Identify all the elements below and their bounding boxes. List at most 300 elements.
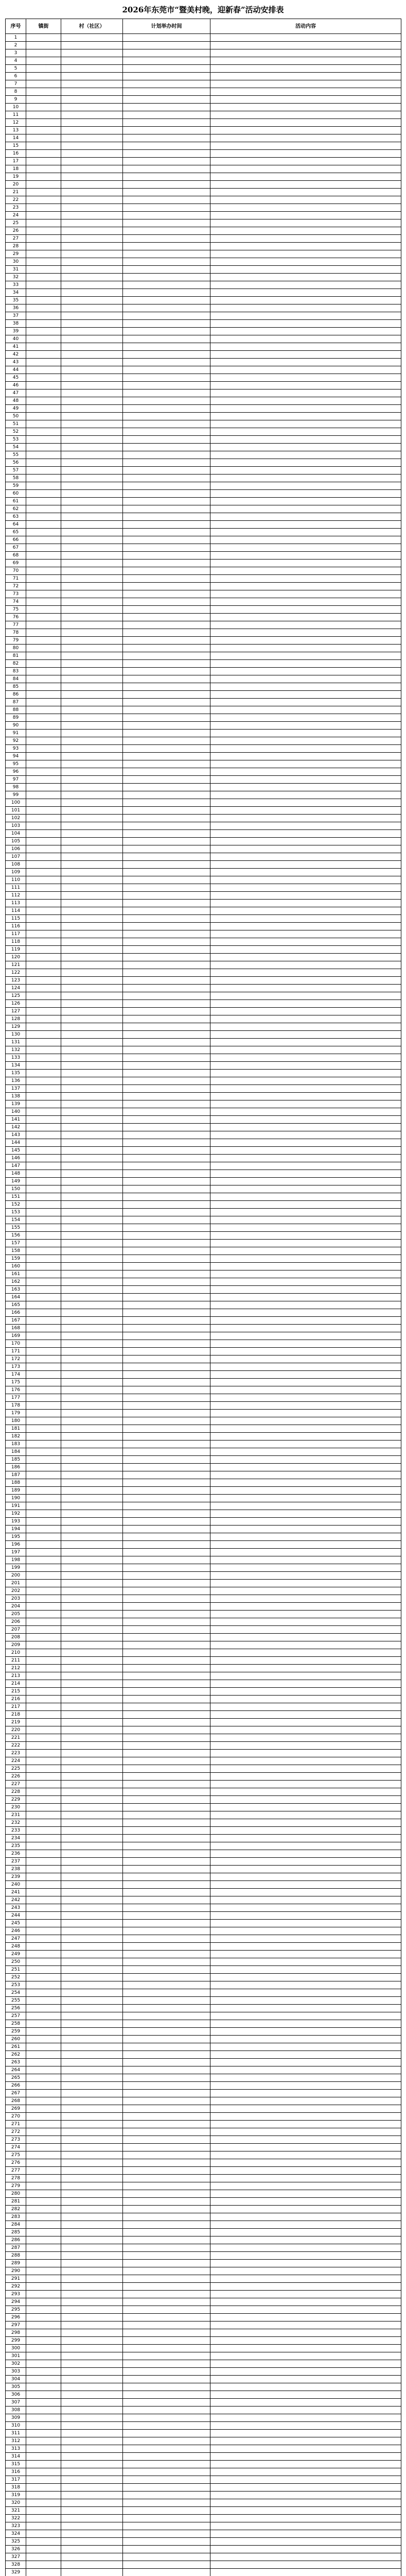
table-cell [26,1178,61,1185]
table-row [6,2321,401,2329]
table-cell [123,1696,210,1703]
table-cell [61,590,123,598]
table-cell [123,436,210,444]
table-cell [123,900,210,907]
table-row [6,2159,401,2167]
table-cell [61,2422,123,2430]
table-cell [26,1634,61,1641]
table-cell [210,938,401,946]
table-row [6,1471,401,1479]
table-cell [26,2020,61,2028]
table-row [6,1989,401,1997]
table-cell [210,312,401,320]
table-cell [61,482,123,490]
table-cell [61,1510,123,1518]
table-cell [61,1039,123,1046]
table-cell [123,250,210,258]
table-cell [123,42,210,49]
table-cell [210,954,401,961]
table-cell [61,838,123,845]
table-row [6,2136,401,2144]
table-cell [26,2445,61,2453]
table-cell [123,876,210,884]
table-row [6,629,401,637]
table-row [6,1618,401,1626]
table-cell [210,88,401,96]
table-row [6,807,401,815]
table-cell: 324 [6,2530,26,2538]
table-cell [210,2445,401,2453]
table-cell: 26 [6,227,26,235]
table-cell [123,219,210,227]
table-cell: 325 [6,2538,26,2546]
table-cell [26,2391,61,2399]
table-cell: 186 [6,1464,26,1471]
table-cell [26,838,61,845]
table-row [6,1093,401,1100]
table-cell [26,2430,61,2437]
table-cell [210,474,401,482]
table-cell [26,2406,61,2414]
table-cell [123,2546,210,2553]
table-cell [123,544,210,552]
table-cell [26,1448,61,1456]
table-cell: 54 [6,444,26,451]
table-cell [210,1139,401,1147]
table-cell: 117 [6,930,26,938]
table-cell [26,2151,61,2159]
table-cell: 231 [6,1811,26,1819]
table-row [6,1726,401,1734]
table-cell [61,1827,123,1835]
table-cell [123,212,210,219]
table-cell [210,165,401,173]
table-cell [26,2159,61,2167]
table-cell [26,413,61,420]
table-cell [123,552,210,560]
table-row [6,2206,401,2213]
table-cell: 263 [6,2059,26,2066]
table-cell [26,2236,61,2244]
table-cell [210,181,401,189]
table-cell [61,1070,123,1077]
table-cell [123,1835,210,1842]
table-cell [26,150,61,158]
table-cell [61,1232,123,1240]
table-cell: 294 [6,2298,26,2306]
table-cell [210,436,401,444]
table-cell [61,2399,123,2406]
table-cell [123,2213,210,2221]
table-cell [61,366,123,374]
table-cell [26,2437,61,2445]
table-row [6,2144,401,2151]
table-cell [210,2314,401,2321]
table-cell [26,1796,61,1804]
table-cell [26,258,61,266]
table-cell: 276 [6,2159,26,2167]
table-cell [210,1680,401,1688]
table-row [6,2291,401,2298]
table-cell [123,111,210,119]
table-cell [26,119,61,127]
table-cell [61,822,123,830]
table-cell [26,1108,61,1116]
table-cell [26,1889,61,1896]
table-cell [61,1726,123,1734]
table-cell [210,2213,401,2221]
table-cell: 157 [6,1240,26,1247]
table-cell [123,1216,210,1224]
table-cell [26,1410,61,1417]
table-cell [123,1703,210,1711]
table-cell [123,258,210,266]
table-cell: 285 [6,2229,26,2236]
table-cell [210,2221,401,2229]
table-cell [210,328,401,335]
table-cell [123,2136,210,2144]
table-cell [123,1618,210,1626]
table-cell [26,691,61,699]
table-cell [210,575,401,583]
table-cell [210,2561,401,2569]
table-cell [123,1124,210,1131]
table-row [6,1734,401,1742]
table-cell: 306 [6,2391,26,2399]
table-cell [210,150,401,158]
table-cell [26,1495,61,1502]
table-cell [26,181,61,189]
table-row [6,2175,401,2182]
table-cell: 245 [6,1920,26,1927]
table-cell [210,1819,401,1827]
table-row [6,2283,401,2291]
table-cell [210,2175,401,2182]
table-cell: 131 [6,1039,26,1046]
table-cell [26,845,61,853]
table-row [6,366,401,374]
table-cell [123,1935,210,1943]
table-cell [26,1974,61,1981]
table-row [6,1100,401,1108]
table-cell [26,1325,61,1332]
table-cell [26,1518,61,1526]
table-cell [210,1688,401,1696]
table-cell [210,1232,401,1240]
table-cell [123,1185,210,1193]
table-row [6,1866,401,1873]
table-cell [123,1541,210,1549]
table-cell [26,730,61,737]
table-cell [210,1410,401,1417]
table-cell [26,389,61,397]
table-cell [61,1077,123,1085]
table-cell [61,1379,123,1386]
table-cell [123,413,210,420]
table-cell [210,158,401,165]
table-cell [210,189,401,196]
table-cell [210,1332,401,1340]
table-row [6,498,401,505]
table-cell [123,2306,210,2314]
table-cell [210,1170,401,1178]
table-cell [61,2221,123,2229]
table-cell: 99 [6,791,26,799]
table-cell: 319 [6,2492,26,2499]
table-cell [210,1641,401,1649]
table-cell [26,1147,61,1155]
table-cell [26,1943,61,1951]
table-cell [123,2406,210,2414]
table-cell [123,660,210,668]
table-cell [61,1046,123,1054]
table-row [6,428,401,436]
table-cell [210,1866,401,1873]
table-cell [61,1278,123,1286]
table-cell [210,2275,401,2283]
table-cell [61,490,123,498]
table-cell [210,2074,401,2082]
table-cell: 247 [6,1935,26,1943]
table-cell [26,1811,61,1819]
table-cell: 133 [6,1054,26,1062]
table-cell: 237 [6,1858,26,1866]
table-cell [26,1394,61,1402]
table-row [6,73,401,80]
table-cell [210,1564,401,1572]
table-cell [26,1904,61,1912]
table-cell [123,142,210,150]
table-cell [123,1255,210,1263]
table-cell [26,1417,61,1425]
table-row [6,2236,401,2244]
table-cell [61,34,123,42]
table-row [6,1185,401,1193]
table-cell [26,1209,61,1216]
table-cell [123,459,210,467]
table-cell [123,2368,210,2376]
table-cell [123,1363,210,1371]
table-row [6,2198,401,2206]
table-cell [61,1479,123,1487]
table-cell [61,420,123,428]
table-cell [210,1842,401,1850]
table-cell [210,297,401,304]
table-cell [123,1665,210,1672]
table-cell [26,2345,61,2352]
table-cell [123,80,210,88]
table-cell [123,1317,210,1325]
table-cell [210,1440,401,1448]
table-cell [26,1997,61,2005]
table-cell [123,2291,210,2298]
table-cell: 3 [6,49,26,57]
table-row [6,1819,401,1827]
table-cell: 297 [6,2321,26,2329]
table-cell [61,668,123,675]
table-cell: 321 [6,2507,26,2515]
table-cell [61,250,123,258]
table-row [6,111,401,119]
table-row [6,2105,401,2113]
table-cell: 305 [6,2383,26,2391]
table-cell [61,861,123,869]
table-cell [26,2097,61,2105]
table-cell [61,328,123,335]
table-cell [123,737,210,745]
table-row [6,869,401,876]
table-cell [26,544,61,552]
table-cell [123,1796,210,1804]
table-cell [210,915,401,923]
table-cell [61,1688,123,1696]
table-cell [210,1989,401,1997]
table-cell: 94 [6,753,26,760]
table-cell [61,1881,123,1889]
table-cell [61,1804,123,1811]
table-cell [26,1533,61,1541]
table-cell [210,1726,401,1734]
table-cell: 141 [6,1116,26,1124]
table-cell [123,366,210,374]
table-cell [26,2461,61,2468]
table-cell [26,467,61,474]
table-cell [61,2430,123,2437]
table-cell: 10 [6,104,26,111]
table-cell [210,768,401,776]
table-row [6,652,401,660]
table-cell [210,1394,401,1402]
table-cell [210,2437,401,2445]
table-cell [61,2337,123,2345]
table-cell [61,536,123,544]
table-cell [61,1317,123,1325]
table-cell [61,165,123,173]
table-row [6,621,401,629]
table-row [6,1147,401,1155]
table-cell [123,204,210,212]
table-cell [61,1294,123,1301]
table-cell [26,297,61,304]
table-cell [210,2151,401,2159]
table-row [6,590,401,598]
table-cell: 88 [6,706,26,714]
table-cell [26,1804,61,1811]
table-cell [123,2283,210,2291]
table-cell: 53 [6,436,26,444]
table-cell [123,2229,210,2236]
table-cell [61,467,123,474]
table-cell [210,838,401,845]
table-cell: 39 [6,328,26,335]
table-cell [123,2399,210,2406]
table-cell [123,722,210,730]
table-cell [123,2414,210,2422]
table-cell [210,2329,401,2337]
table-cell [26,784,61,791]
table-cell [210,2059,401,2066]
table-row [6,1781,401,1788]
table-cell [61,1626,123,1634]
table-cell [123,1711,210,1719]
table-cell [123,1533,210,1541]
table-cell: 35 [6,297,26,304]
table-cell: 252 [6,1974,26,1981]
table-cell [123,2352,210,2360]
table-cell: 135 [6,1070,26,1077]
table-cell [26,1920,61,1927]
table-cell: 86 [6,691,26,699]
table-cell [210,907,401,915]
table-cell [61,2267,123,2275]
table-cell [210,289,401,297]
table-cell: 46 [6,382,26,389]
table-row [6,1943,401,1951]
table-cell [61,907,123,915]
table-cell: 182 [6,1433,26,1440]
table-cell [210,2206,401,2213]
table-row [6,2113,401,2121]
table-cell [210,1981,401,1989]
table-cell [123,645,210,652]
table-cell [26,2306,61,2314]
table-cell [123,2244,210,2252]
table-cell [123,119,210,127]
table-cell: 273 [6,2136,26,2144]
table-row [6,745,401,753]
table-cell [123,343,210,351]
table-row [6,328,401,335]
table-row [6,1448,401,1456]
table-row [6,250,401,258]
table-cell [210,1124,401,1131]
table-row [6,946,401,954]
table-cell: 73 [6,590,26,598]
table-cell [210,134,401,142]
table-cell [123,969,210,977]
table-cell [61,196,123,204]
table-cell [123,1873,210,1881]
table-cell [210,1379,401,1386]
table-cell: 291 [6,2275,26,2283]
table-row [6,467,401,474]
table-cell [61,1773,123,1781]
table-cell: 107 [6,853,26,861]
table-cell [61,1842,123,1850]
table-cell [123,289,210,297]
table-cell [26,444,61,451]
table-row [6,2453,401,2461]
table-cell [26,1201,61,1209]
table-cell [210,1788,401,1796]
page-title: 2026年东莞市“暨美村晚，迎新春”活动安排表 [122,5,284,14]
table-row [6,34,401,42]
table-cell: 167 [6,1317,26,1325]
table-cell [26,1139,61,1147]
table-row [6,2522,401,2530]
table-row [6,2437,401,2445]
table-cell [210,119,401,127]
table-cell [26,1278,61,1286]
table-cell [61,2128,123,2136]
table-cell: 71 [6,575,26,583]
table-cell [26,2368,61,2376]
table-cell [26,1873,61,1881]
table-cell [61,274,123,281]
table-cell [123,1858,210,1866]
table-cell [61,598,123,606]
table-cell [123,320,210,328]
